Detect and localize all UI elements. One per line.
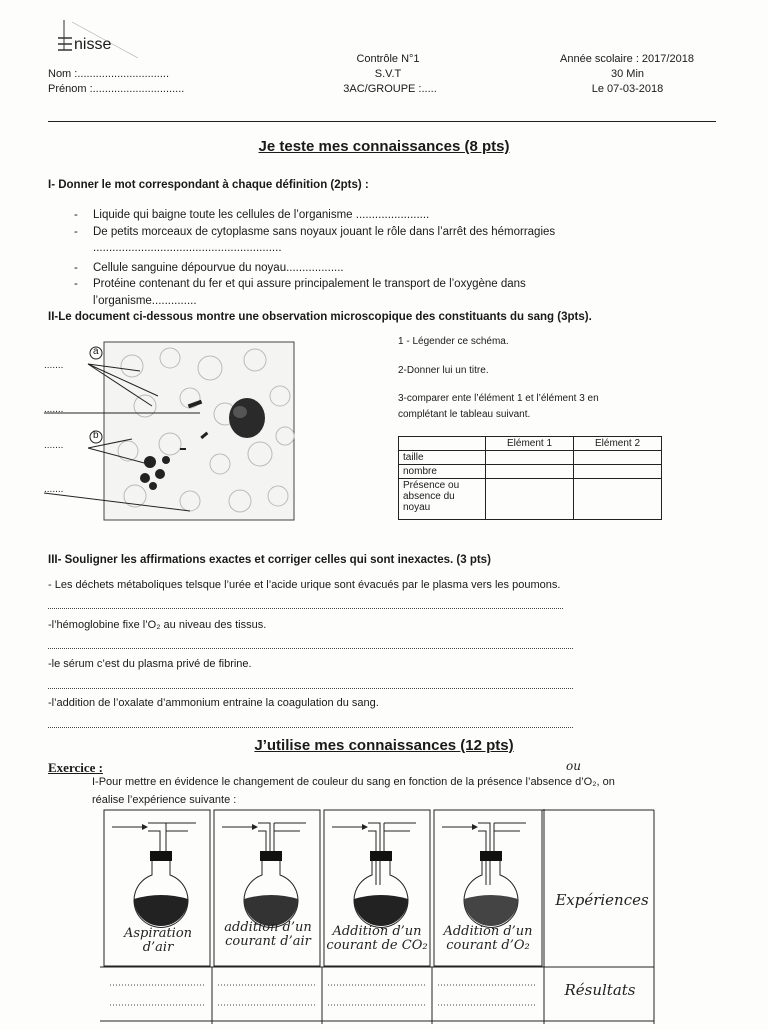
label-b: b <box>93 430 99 441</box>
q2-instruction-3b: complétant le tableau suivant. <box>398 409 531 420</box>
q1-item-3: Cellule sanguine dépourvue du noyau.................. <box>93 262 344 274</box>
table-corner <box>399 437 486 451</box>
fig-dots-3: ....... <box>44 440 64 451</box>
exam-date: Le 07-03-2018 <box>591 83 664 95</box>
exam-title: Contrôle N°1 <box>356 53 420 65</box>
part2-title: J’utilise mes connaissances (12 pts) <box>254 737 514 754</box>
answer-line <box>48 688 573 689</box>
class-group: 3AC/GROUPE :..... <box>343 83 437 95</box>
header-rule <box>48 121 716 122</box>
subject: S.V.T <box>374 68 402 80</box>
q1-item-4-cont: l’organisme.............. <box>93 295 197 307</box>
experiment-grid <box>100 809 656 1024</box>
cell-empty <box>574 479 662 520</box>
table-row <box>399 437 662 451</box>
handwritten-ou: ou <box>566 759 581 773</box>
school-logo <box>50 18 140 60</box>
duration: 30 Min <box>610 68 645 80</box>
school-year: Année scolaire : 2017/2018 <box>560 53 694 65</box>
fig-dots-1: ....... <box>44 360 64 371</box>
blood-smear-drawing <box>40 336 300 526</box>
q1-item-1: Liquide qui baigne toute les cellules de l’organisme ....................... <box>93 209 430 221</box>
q2-instruction-3: 3-comparer ente l’élément 1 et l’élément 3 en <box>398 393 599 404</box>
exercise-intro-1: I-Pour mettre en évidence le changement de couleur du sang en fonction de la présence l’absence d’O₂, on <box>92 776 615 788</box>
label-experiences: Expériences <box>555 891 649 909</box>
cell-empty <box>574 465 662 479</box>
label-a: a <box>93 346 99 357</box>
table-row <box>399 451 662 465</box>
part1-title: Je teste mes connaissances (8 pts) <box>258 138 510 155</box>
q3-statement-2: -l’hémoglobine fixe l’O₂ au niveau des tissus. <box>48 619 267 631</box>
flask-caption-1: Aspiration d’air <box>123 926 193 955</box>
q2-instruction-2: 2-Donner lui un titre. <box>398 365 489 376</box>
q3-statement-3: -le sérum c’est du plasma privé de fibrine. <box>48 658 252 670</box>
label-resultats: Résultats <box>564 981 636 999</box>
flask-caption-3: Addition d’un courant de CO₂ <box>326 924 428 953</box>
answer-line <box>48 608 563 609</box>
answer-line <box>48 648 573 649</box>
q1-item-2-cont: ........................................................... <box>93 242 282 254</box>
q2-instruction-1: 1 - Légender ce schéma. <box>398 336 509 347</box>
fig-dots-4: ....... <box>44 484 64 495</box>
name-field: Nom :.............................. <box>48 68 170 80</box>
prenom-field: Prénom :.............................. <box>48 83 185 95</box>
col-element-2: Elément 2 <box>574 437 662 451</box>
table-row <box>399 465 662 479</box>
flask-caption-4: Addition d’un courant d’O₂ <box>443 924 533 953</box>
q1-heading: I- Donner le mot correspondant à chaque définition (2pts) : <box>48 179 369 191</box>
q1-item-2: De petits morceaux de cytoplasme sans noyaux jouant le rôle dans l’arrêt des hémorragies <box>93 226 556 238</box>
dash: - <box>74 278 78 290</box>
flask-drawings <box>112 823 526 927</box>
logo-text: nisse <box>74 36 112 53</box>
table-row <box>399 479 662 520</box>
q3-statement-1: - Les déchets métaboliques telsque l’urée et l’acide urique sont évacués par le plasma vers les poumons. <box>48 579 561 591</box>
cell-empty <box>574 451 662 465</box>
row-nombre: nombre <box>399 465 486 479</box>
cell-empty <box>486 451 574 465</box>
cell-empty <box>486 479 574 520</box>
fig-dots-2: ....... <box>44 404 64 415</box>
q2-heading: II-Le document ci-dessous montre une observation microscopique des constituants du sang (3pts). <box>48 311 592 323</box>
cell-empty <box>486 465 574 479</box>
microscope-figure <box>40 336 300 526</box>
answer-line <box>48 727 573 728</box>
q3-heading: III- Souligner les affirmations exactes et corriger celles qui sont inexactes. (3 pts) <box>48 554 491 566</box>
row-taille: taille <box>399 451 486 465</box>
q3-statement-4: -l’addition de l’oxalate d’ammonium entraine la coagulation du sang. <box>48 697 379 709</box>
col-element-1: Elément 1 <box>486 437 574 451</box>
dash: - <box>74 209 78 221</box>
row-noyau: Présence ou absence du noyau <box>399 479 486 520</box>
dash: - <box>74 262 78 274</box>
comparison-table <box>398 436 662 520</box>
dash: - <box>74 226 78 238</box>
exercise-intro-2: réalise l’expérience suivante : <box>92 794 237 806</box>
exercise-label: Exercice : <box>48 760 103 775</box>
flask-caption-2: addition d’un courant d’air <box>224 920 312 949</box>
q1-item-4: Protéine contenant du fer et qui assure principalement le transport de l’oxygène dans <box>93 278 526 290</box>
